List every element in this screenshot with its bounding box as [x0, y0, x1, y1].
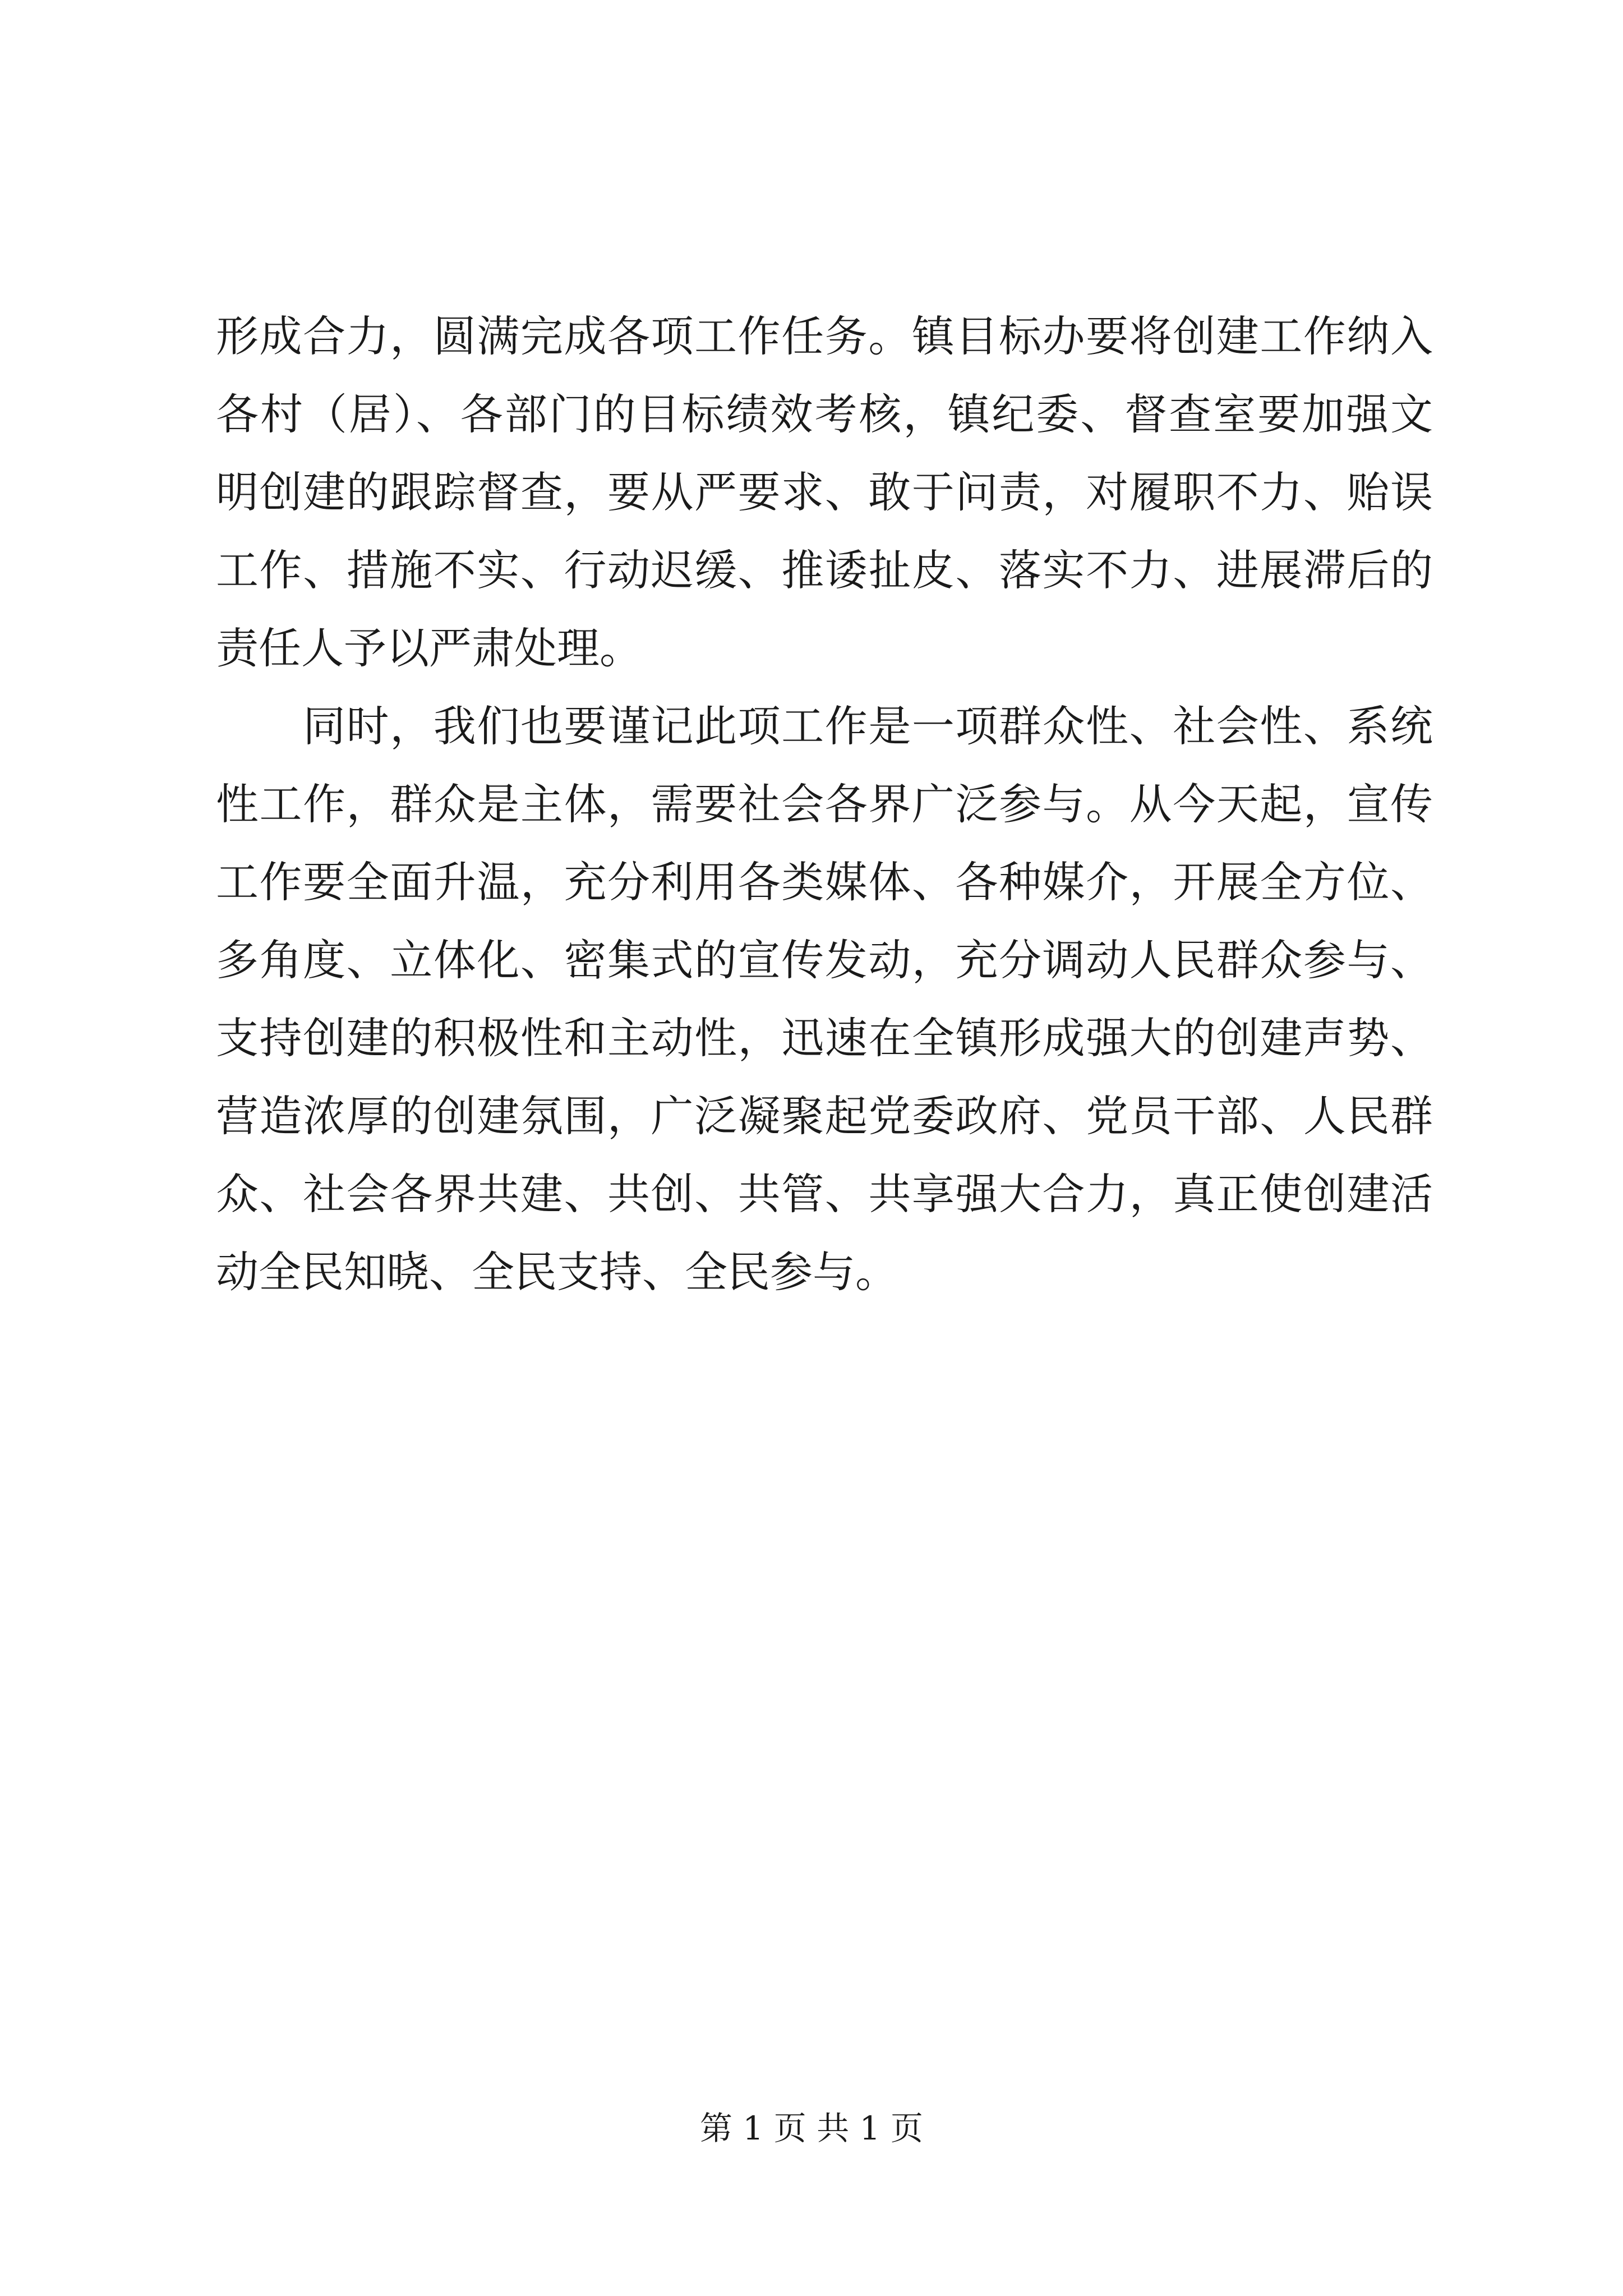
paragraph-2: [216, 687, 1433, 1311]
text-line: 工作、措施不实、行动迟缓、推诿扯皮、落实不力、进展滞后的: [216, 545, 1433, 595]
paragraph-1: [216, 297, 1433, 687]
text-line: 众、社会各界共建、共创、共管、共享强大合力，真正使创建活: [216, 1169, 1433, 1219]
text-line: 支持创建的积极性和主动性，迅速在全镇形成强大的创建声势、: [216, 1013, 1433, 1063]
document-body: [216, 297, 1433, 1311]
text-line: 同时，我们也要谨记此项工作是一项群众性、社会性、系统: [216, 701, 1433, 751]
text-line: 动全民知晓、全民支持、全民参与。: [216, 1247, 898, 1297]
text-line: 责任人予以严肃处理。: [216, 623, 642, 673]
text-line: 工作要全面升温，充分利用各类媒体、各种媒介，开展全方位、: [216, 857, 1433, 907]
text-line: 性工作，群众是主体，需要社会各界广泛参与。从今天起，宣传: [216, 779, 1433, 829]
text-line: 多角度、立体化、密集式的宣传发动，充分调动人民群众参与、: [216, 935, 1433, 985]
page-number-footer: 第 1 页 共 1 页: [700, 2109, 923, 2147]
text-line: 形成合力，圆满完成各项工作任务。镇目标办要将创建工作纳入: [216, 311, 1433, 361]
text-line: 各村（居）、各部门的目标绩效考核，镇纪委、督查室要加强文: [216, 389, 1433, 439]
text-line: 营造浓厚的创建氛围，广泛凝聚起党委政府、党员干部、人民群: [216, 1091, 1433, 1141]
text-line: 明创建的跟踪督查，要从严要求、敢于问责，对履职不力、贻误: [216, 467, 1433, 517]
